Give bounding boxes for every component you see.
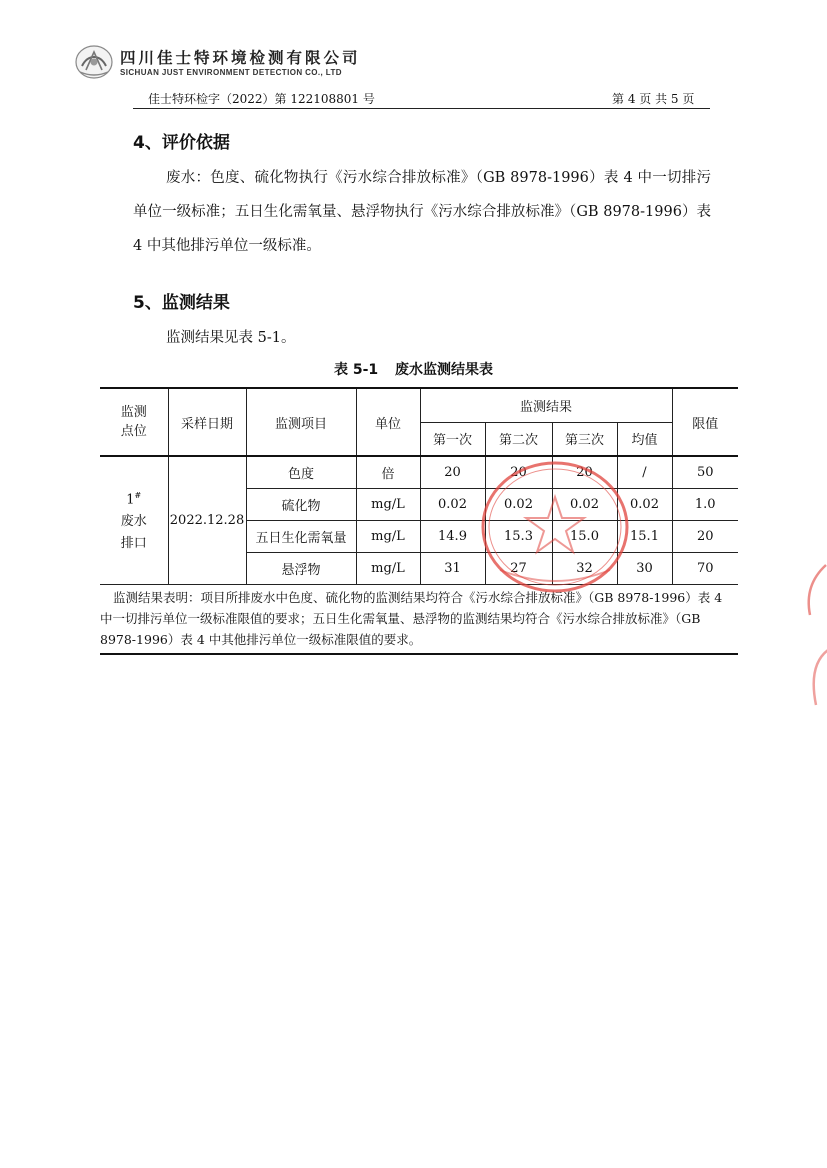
cell-v1: 31 bbox=[420, 552, 485, 584]
cell-item: 硫化物 bbox=[246, 488, 356, 520]
results-table bbox=[100, 387, 738, 655]
header-unit: 单位 bbox=[356, 388, 420, 456]
header-point: 监测点位 bbox=[100, 388, 168, 456]
point-sup: # bbox=[134, 491, 142, 501]
cell-v1: 14.9 bbox=[420, 520, 485, 552]
header-date: 采样日期 bbox=[168, 388, 246, 456]
company-logo-icon bbox=[74, 44, 114, 80]
cell-v3: 15.0 bbox=[552, 520, 617, 552]
cell-unit: mg/L bbox=[356, 520, 420, 552]
cell-limit: 50 bbox=[672, 456, 738, 488]
header-divider bbox=[133, 108, 710, 109]
header-limit: 限值 bbox=[672, 388, 738, 456]
report-number: 佳士特环检字（2022）第 122108801 号 bbox=[148, 92, 375, 106]
cell-mean: 30 bbox=[617, 552, 672, 584]
section-4-title: 4、评价依据 bbox=[133, 133, 230, 153]
point-line-3: 排口 bbox=[120, 536, 147, 552]
cell-limit: 1.0 bbox=[672, 488, 738, 520]
cell-date: 2022.12.28 bbox=[168, 456, 246, 584]
cell-v3: 32 bbox=[552, 552, 617, 584]
cell-item: 五日生化需氧量 bbox=[246, 520, 356, 552]
header-second: 第二次 bbox=[485, 422, 552, 456]
cell-unit: mg/L bbox=[356, 488, 420, 520]
page-number: 第 4 页 共 5 页 bbox=[612, 92, 695, 106]
section-5-intro: 监测结果见表 5-1。 bbox=[166, 330, 296, 346]
cell-unit: 倍 bbox=[356, 456, 420, 488]
company-name-en: SICHUAN JUST ENVIRONMENT DETECTION CO., LTD bbox=[120, 68, 342, 77]
cell-v2: 20 bbox=[485, 456, 552, 488]
header-results: 监测结果 bbox=[420, 388, 672, 422]
section-4-body: 废水：色度、硫化物执行《污水综合排放标准》（GB 8978-1996）表 4 中一切排污单位一级标准；五日生化需氧量、悬浮物执行《污水综合排放标准》（GB 8978-1996）表 4 中其他排污单位一级标准。 bbox=[133, 170, 711, 254]
cell-item: 色度 bbox=[246, 456, 356, 488]
cell-v3: 20 bbox=[552, 456, 617, 488]
company-name-cn: 四川佳士特环境检测有限公司 bbox=[120, 49, 361, 67]
header-third: 第三次 bbox=[552, 422, 617, 456]
cell-v2: 15.3 bbox=[485, 520, 552, 552]
cell-limit: 20 bbox=[672, 520, 738, 552]
point-number: 1 bbox=[126, 492, 135, 508]
cell-mean: / bbox=[617, 456, 672, 488]
header-item: 监测项目 bbox=[246, 388, 356, 456]
cell-v1: 0.02 bbox=[420, 488, 485, 520]
table-caption-title: 废水监测结果表 bbox=[395, 362, 494, 378]
cell-unit: mg/L bbox=[356, 552, 420, 584]
cell-item: 悬浮物 bbox=[246, 552, 356, 584]
cell-v2: 27 bbox=[485, 552, 552, 584]
table-note-row bbox=[100, 584, 738, 654]
cell-limit: 70 bbox=[672, 552, 738, 584]
edge-seal-fragment bbox=[798, 555, 827, 715]
cell-v2: 0.02 bbox=[485, 488, 552, 520]
cell-v3: 0.02 bbox=[552, 488, 617, 520]
header-first: 第一次 bbox=[420, 422, 485, 456]
section-5-title: 5、监测结果 bbox=[133, 293, 230, 313]
table-caption-number: 表 5-1 bbox=[333, 362, 379, 378]
cell-v1: 20 bbox=[420, 456, 485, 488]
point-line-2: 废水 bbox=[120, 514, 147, 530]
table-caption bbox=[0, 359, 827, 379]
cell-mean: 15.1 bbox=[617, 520, 672, 552]
header-mean: 均值 bbox=[617, 422, 672, 456]
table-note: 监测结果表明：项目所排废水中色度、硫化物的监测结果均符合《污水综合排放标准》（GB 8978-1996）表 4 中一切排污单位一级标准限值的要求；五日生化需氧量、悬浮物的监测结果均符合《污水综合排放标准》（GB 8978-1996）表 4 中其他排污单位一级标准限值的要求。 bbox=[100, 584, 738, 654]
cell-point bbox=[100, 456, 168, 584]
table-row bbox=[100, 456, 738, 488]
cell-mean: 0.02 bbox=[617, 488, 672, 520]
